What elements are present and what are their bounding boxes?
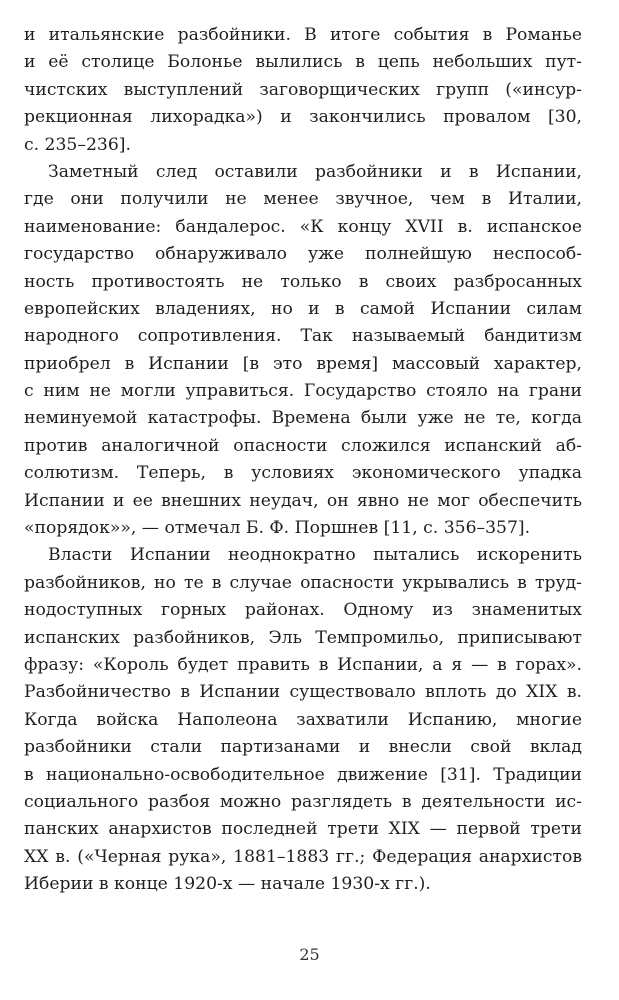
text-line: и итальянские разбойники. В итоге события в Романье [24,25,582,45]
text-line: наименование: бандалерос. «К концу XVII в. испанское [24,216,582,237]
text-line: Испании и ее внешних неудач, он явно не мог обеспечить [24,490,582,511]
text-line: неминуемой катастрофы. Времена были уже не те, когда [24,408,582,429]
text-line: «порядок»», — отмечал Б. Ф. Поршнев [11, с. 356–357]. [24,518,531,539]
text-line: солютизм. Теперь, в условиях экономического упадка [24,463,582,484]
text-line: разбойников, но те в случае опасности укрывались в труд- [24,572,582,593]
text-line: где они получили не менее звучное, чем в Италии, [24,189,582,210]
text-line: против аналогичной опасности сложился испанский аб- [24,435,582,456]
text-line: разбойники стали партизанами и внесли свой вклад [24,737,582,758]
text-line: фразу: «Король будет править в Испании, а я — в горах». [24,654,582,675]
text-line: с ним не могли управиться. Государство стояло на грани [24,381,582,402]
text-line: чистских выступлений заговорщических групп («инсур- [24,79,582,100]
text-line: государство обнаруживало уже полнейшую неспособ- [24,244,582,265]
text-line: нодоступных горных районах. Одному из знаменитых [24,600,582,621]
text-line: с. 235–236]. [24,134,131,155]
paragraph-1 [24,22,582,159]
text-line: и её столице Болонье вылились в цепь небольших пут- [24,52,582,73]
text-line: в национально-освободительное движение [31]. Традиции [24,764,582,785]
text-line: народного сопротивления. Так называемый бандитизм [24,326,582,347]
text-line: рекционная лихорадка») и закончились провалом [30, [24,107,582,128]
text-line: социального разбоя можно разглядеть в деятельности ис- [24,791,582,812]
text-line: ность противостоять не только в своих разбросанных [24,271,582,292]
text-line: Заметный след оставили разбойники и в Испании, [48,161,582,182]
paragraph-2 [24,159,582,542]
text-line: испанских разбойников, Эль Темпромильо, приписывают [24,627,582,648]
text-line: Разбойничество в Испании существовало вплоть до XIX в. [24,682,582,703]
text-line: панских анархистов последней трети XIX — первой трети [24,819,582,840]
text-line: Власти Испании неоднократно пытались искоренить [48,545,582,566]
text-line: европейских владениях, но и в самой Испании силам [24,298,582,319]
paragraph-3 [24,542,582,898]
page-number: 25 [299,945,320,964]
text-line: приобрел в Испании [в это время] массовый характер, [24,353,582,374]
page-body [24,22,582,899]
text-line: Когда войска Наполеона захватили Испанию, многие [24,709,582,730]
text-line: Иберии в конце 1920-х — начале 1930-х гг.). [24,874,431,895]
text-line: XX в. («Черная рука», 1881–1883 гг.; Федерация анархистов [24,846,582,867]
